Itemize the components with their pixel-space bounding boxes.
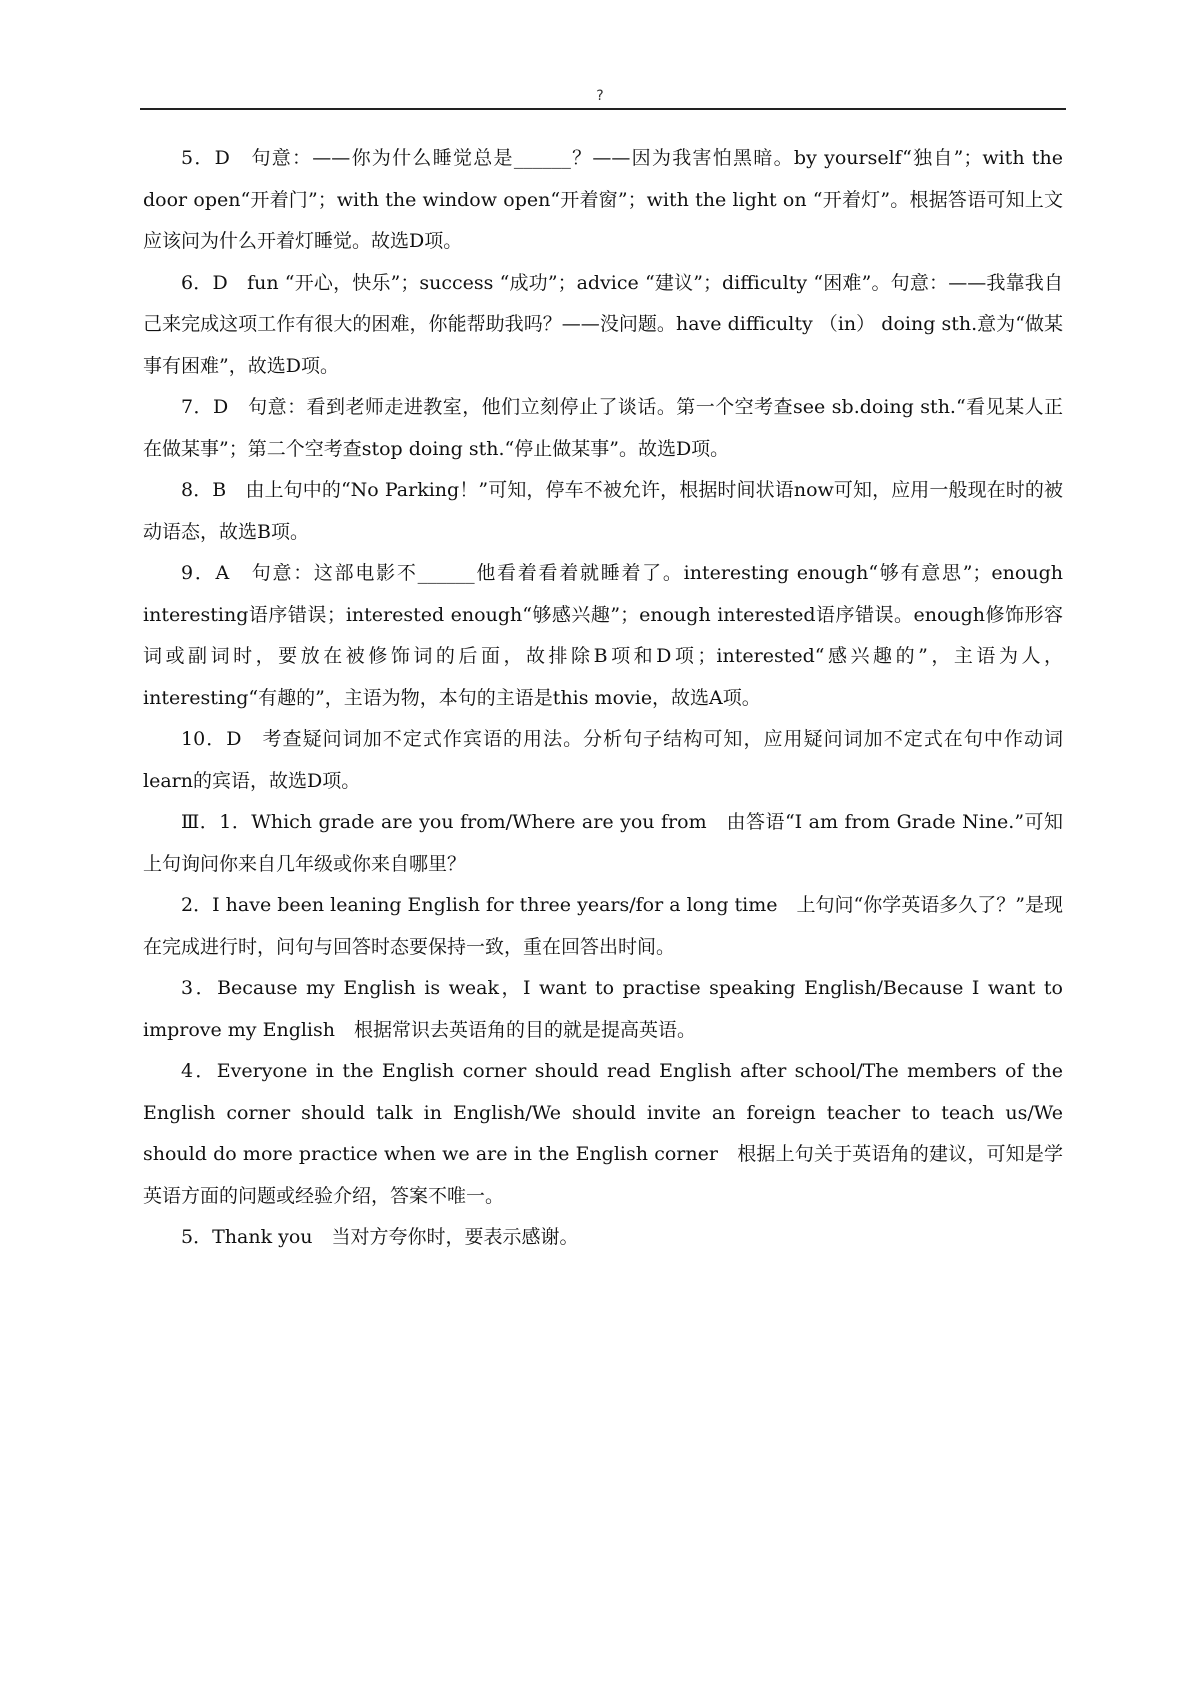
explanation-item-7: 7．D 句意：看到老师走进教室，他们立刻停止了谈话。第一个空考查see sb.doing sth.“看见某人正在做某事”；第二个空考查stop doing sth.“停止做某事”。故选D项。 xyxy=(143,396,1063,460)
page-header-mark: ? xyxy=(596,88,604,104)
explanation-item-9: 9．A 句意：这部电影不______他看着看着就睡着了。interesting enough“够有意思”；enough interesting语序错误；interested enough“够感兴趣”；enough interested语序错误。enough修饰形容词或副词时，要放在被修饰词的后面，故排除B项和D项；interested“感兴趣的”，主语为人，interesting“有趣的”，主语为物，本句的主语是this movie，故选A项。 xyxy=(143,562,1063,709)
header-rule xyxy=(140,108,1066,110)
answer-explanations xyxy=(143,138,1063,1259)
explanation-item-8: 8．B 由上句中的“No Parking！”可知，停车不被允许，根据时间状语now可知，应用一般现在时的被动语态，故选B项。 xyxy=(143,479,1063,543)
section-3-item-5: 5．Thank you 当对方夸你时，要表示感谢。 xyxy=(181,1226,579,1248)
explanation-item-10: 10．D 考查疑问词加不定式作宾语的用法。分析句子结构可知，应用疑问词加不定式在句中作动词learn的宾语，故选D项。 xyxy=(143,728,1063,792)
section-3-item-3: 3．Because my English is weak，I want to practise speaking English/Because I want to improve my English 根据常识去英语角的目的就是提高英语。 xyxy=(143,977,1063,1041)
section-3-item-2: 2．I have been leaning English for three years/for a long time 上句问“你学英语多久了？”是现在完成进行时，问句与回答时态要保持一致，重在回答出时间。 xyxy=(143,894,1063,958)
section-3-item-4: 4．Everyone in the English corner should read English after school/The members of the English corner should talk in English/We should invite an foreign teacher to teach us/We should do more practice when we are in the English corner 根据上句关于英语角的建议，可知是学英语方面的问题或经验介绍，答案不唯一。 xyxy=(143,1060,1063,1207)
section-3-item-1: Ⅲ．1．Which grade are you from/Where are you from 由答语“I am from Grade Nine.”可知上句询问你来自几年级或你来自哪里？ xyxy=(143,811,1063,875)
explanation-item-6: 6．D fun “开心，快乐”；success “成功”；advice “建议”；difficulty “困难”。句意：——我靠我自己来完成这项工作有很大的困难，你能帮助我吗？——没问题。have difficulty （in） doing sth.意为“做某事有困难”，故选D项。 xyxy=(143,271,1063,377)
explanation-item-5: 5．D 句意：——你为什么睡觉总是______？——因为我害怕黑暗。by yourself“独自”；with the door open“开着门”；with the window open“开着窗”；with the light on “开着灯”。根据答语可知上文应该问为什么开着灯睡觉。故选D项。 xyxy=(143,147,1063,252)
